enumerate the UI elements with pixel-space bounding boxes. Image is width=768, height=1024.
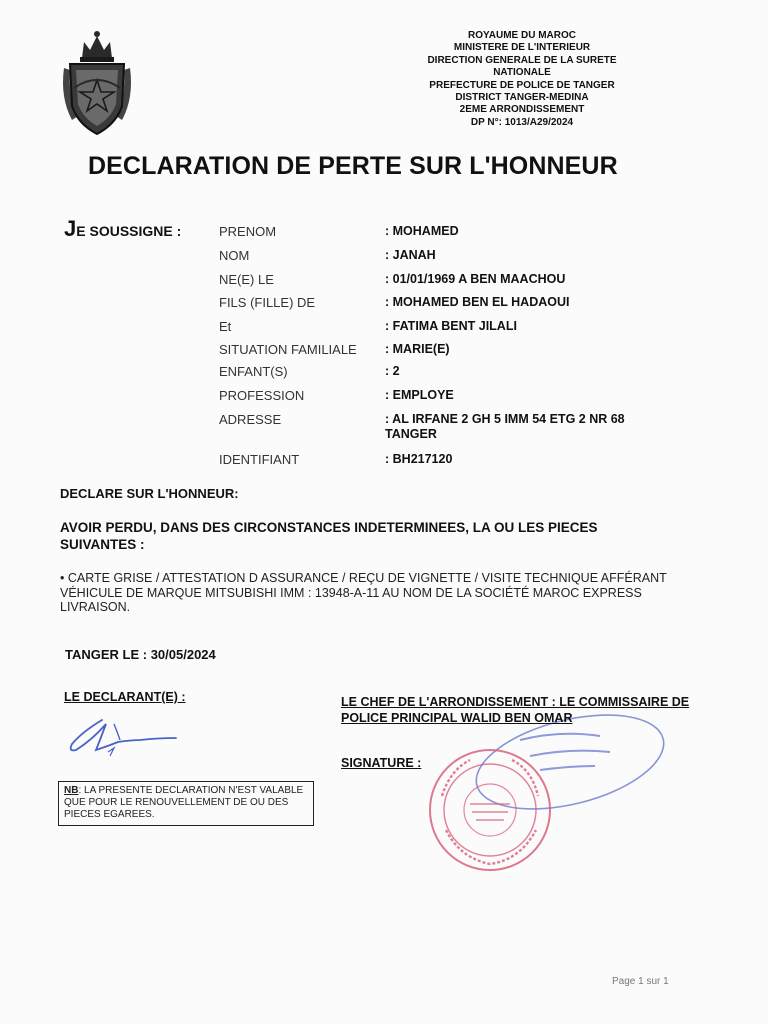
place-date: TANGER LE : 30/05/2024 [65, 647, 216, 662]
declare-heading: DECLARE SUR L'HONNEUR: [60, 486, 239, 501]
nb-label: NB [64, 785, 79, 796]
field-value-et: : FATIMA BENT JILALI [385, 319, 517, 333]
field-value-identifiant: : BH217120 [385, 452, 453, 466]
loss-statement: AVOIR PERDU, DANS DES CIRCONSTANCES INDETERMINEES, LA OU LES PIECES SUIVANTES : [60, 520, 598, 552]
signature-label: SIGNATURE : [341, 756, 422, 770]
field-value-situation: : MARIE(E) [385, 342, 450, 356]
field-label-prenom: PRENOM [219, 224, 277, 239]
field-label-naissance: NE(E) LE [219, 272, 274, 287]
document-title: DECLARATION DE PERTE SUR L'HONNEUR [88, 152, 618, 180]
field-label-nom: NOM [219, 248, 250, 263]
field-value-profession: : EMPLOYE [385, 388, 454, 402]
header-line: 2EME ARRONDISSEMENT [459, 104, 585, 116]
field-value-enfants: : 2 [385, 364, 400, 378]
chief-officer-label: LE CHEF DE L'ARRONDISSEMENT : LE COMMISSAIRE DE POLICE PRINCIPAL WALID BEN OMAR [341, 695, 690, 725]
header-line: MINISTERE DE L'INTERIEUR [453, 42, 591, 54]
header-line: NATIONALE [493, 67, 551, 79]
police-stamp-icon [420, 700, 670, 890]
nb-notice-box [58, 781, 314, 826]
declarant-label: LE DECLARANT(E) : [64, 690, 186, 704]
field-label-fils-de: FILS (FILLE) DE [219, 295, 316, 310]
field-value-nom: : JANAH [385, 248, 436, 262]
soussigne-initial: J [64, 216, 77, 241]
soussigne-label [64, 216, 181, 242]
handwritten-signature-icon [62, 710, 182, 766]
moroccan-coat-of-arms-icon [58, 28, 136, 140]
field-value-prenom: : MOHAMED [385, 224, 459, 238]
field-label-identifiant: IDENTIFIANT [219, 452, 300, 467]
field-label-situation: SITUATION FAMILIALE [219, 342, 357, 357]
issuing-authority-header [400, 30, 644, 129]
header-line: PREFECTURE DE POLICE DE TANGER [429, 79, 615, 91]
field-label-adresse: ADRESSE [219, 412, 282, 427]
field-value-naissance: : 01/01/1969 A BEN MAACHOU [385, 272, 566, 286]
header-line: DP N°: 1013/A29/2024 [470, 116, 574, 128]
lost-items-list: • CARTE GRISE / ATTESTATION D ASSURANCE / REÇU DE VIGNETTE / VISITE TECHNIQUE AFFÉRANT VÉHICULE DE MARQUE MITSUBISHI IMM : 13948-A-11 AU NOM DE LA SOCIÉTÉ MAROC EXPRESS LIVRAISON. [60, 571, 667, 615]
nb-text: : LA PRESENTE DECLARATION N'EST VALABLE QUE POUR LE RENOUVELLEMENT DE OU DES PIECES EGAREES. [64, 785, 304, 820]
header-line: DIRECTION GENERALE DE LA SURETE [427, 54, 617, 66]
field-value-adresse: : AL IRFANE 2 GH 5 IMM 54 ETG 2 NR 68 TANGER [385, 412, 625, 441]
field-label-enfants: ENFANT(S) [219, 364, 288, 379]
header-line: DISTRICT TANGER-MEDINA [455, 92, 589, 104]
header-line: ROYAUME DU MAROC [468, 30, 576, 41]
page-number: Page 1 sur 1 [612, 976, 669, 987]
field-label-profession: PROFESSION [219, 388, 305, 403]
field-label-et: Et [219, 319, 232, 334]
soussigne-rest: E SOUSSIGNE : [76, 223, 182, 239]
field-value-fils-de: : MOHAMED BEN EL HADAOUI [385, 295, 570, 309]
